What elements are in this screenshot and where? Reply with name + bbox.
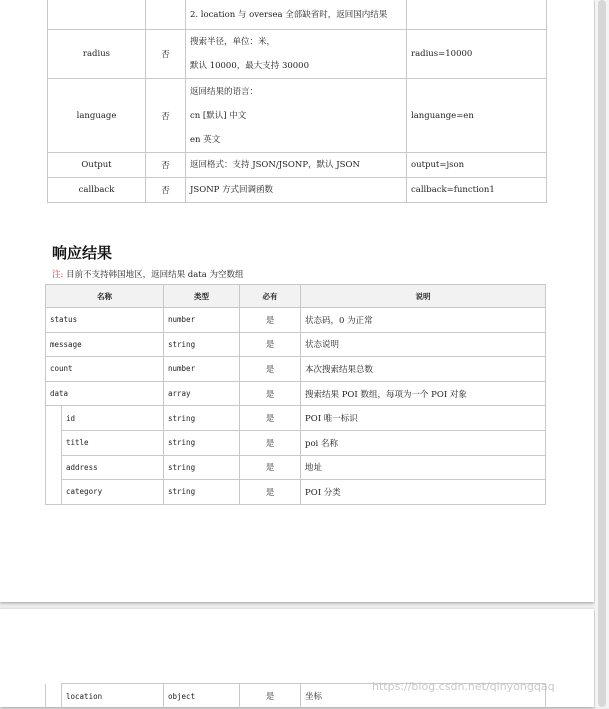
desc-line: 默认 10000，最大支持 30000 xyxy=(190,61,309,71)
table-row xyxy=(46,480,546,505)
table-row xyxy=(48,178,547,203)
field-required-cell: 是 xyxy=(240,684,301,709)
param-example-cell: callback=function1 xyxy=(407,178,547,203)
field-name-cell: id xyxy=(62,406,164,431)
header-type: 类型 xyxy=(164,285,240,308)
field-type-cell: number xyxy=(164,357,240,382)
param-required-cell xyxy=(146,0,186,30)
param-desc-cell xyxy=(186,30,407,79)
param-required-cell: 否 xyxy=(146,178,186,203)
field-desc-cell: 本次搜索结果总数 xyxy=(301,357,546,382)
desc-line: 搜索半径，单位：米， xyxy=(190,37,276,47)
desc-line: cn [默认] 中文 xyxy=(190,110,247,121)
param-example-cell: languange=en xyxy=(407,79,547,153)
indent-spacer xyxy=(46,455,62,480)
field-required-cell: 是 xyxy=(240,430,301,455)
desc-line: 返回格式：支持 JSON/JSONP，默认 JSON xyxy=(190,160,360,170)
table-row xyxy=(46,406,546,431)
param-name-cell: callback xyxy=(48,178,146,203)
section-note xyxy=(52,268,243,280)
desc-line: JSONP 方式回调函数 xyxy=(190,185,274,195)
field-name-cell: address xyxy=(62,455,164,480)
field-name-cell: status xyxy=(46,308,164,333)
field-required-cell: 是 xyxy=(240,480,301,505)
field-name-cell: location xyxy=(62,684,164,709)
param-example-cell: radius=10000 xyxy=(407,30,547,79)
field-type-cell: string xyxy=(164,430,240,455)
indent-spacer xyxy=(46,430,62,455)
field-type-cell: object xyxy=(164,684,240,709)
field-required-cell: 是 xyxy=(240,308,301,333)
scrollbar-thumb[interactable] xyxy=(598,0,606,707)
field-type-cell: string xyxy=(164,332,240,357)
field-desc-cell: 状态码，0 为正常 xyxy=(301,308,546,333)
param-name-cell: radius xyxy=(48,30,146,79)
field-type-cell: array xyxy=(164,381,240,406)
request-params-table xyxy=(47,0,547,203)
param-name-cell: Output xyxy=(48,153,146,178)
field-required-cell: 是 xyxy=(240,332,301,357)
field-name-cell: category xyxy=(62,480,164,505)
table-row xyxy=(46,430,546,455)
vertical-scrollbar[interactable] xyxy=(595,0,609,707)
param-name-cell xyxy=(48,0,146,30)
field-desc-cell: POI 分类 xyxy=(301,480,546,505)
field-required-cell: 是 xyxy=(240,357,301,382)
field-desc-cell: 坐标 xyxy=(301,684,546,709)
param-required-cell: 否 xyxy=(146,30,186,79)
table-row xyxy=(46,381,546,406)
field-type-cell: string xyxy=(164,480,240,505)
field-required-cell: 是 xyxy=(240,455,301,480)
indent-spacer xyxy=(46,684,62,709)
field-desc-cell: poi 名称 xyxy=(301,430,546,455)
table-row xyxy=(46,308,546,333)
param-required-cell: 否 xyxy=(146,79,186,153)
desc-line: 返回结果的语言： xyxy=(190,86,259,97)
header-desc: 说明 xyxy=(301,285,546,308)
table-row xyxy=(48,79,547,153)
param-example-cell: output=json xyxy=(407,153,547,178)
field-required-cell: 是 xyxy=(240,381,301,406)
section-heading: 响应结果 xyxy=(52,244,113,262)
param-example-cell xyxy=(407,0,547,30)
response-fields-table xyxy=(45,284,546,505)
field-desc-cell: 地址 xyxy=(301,455,546,480)
field-name-cell: title xyxy=(62,430,164,455)
param-desc-cell xyxy=(186,79,407,153)
desc-line: en 英文 xyxy=(190,134,221,145)
table-row xyxy=(48,0,547,30)
field-type-cell: string xyxy=(164,455,240,480)
param-desc-cell xyxy=(186,178,407,203)
field-type-cell: string xyxy=(164,406,240,431)
field-desc-cell: POI 唯一标识 xyxy=(301,406,546,431)
table-row xyxy=(46,357,546,382)
param-name-cell: language xyxy=(48,79,146,153)
table-header-row xyxy=(46,285,546,308)
note-text: 目前不支持韩国地区，返回结果 data 为空数组 xyxy=(63,270,244,280)
field-name-cell: data xyxy=(46,381,164,406)
param-desc-cell xyxy=(186,0,407,30)
table-row xyxy=(46,332,546,357)
field-name-cell: count xyxy=(46,357,164,382)
note-label: 注: xyxy=(52,270,64,280)
desc-line: 2. location 与 oversea 全部缺省时，返回国内结果 xyxy=(190,9,388,20)
param-required-cell: 否 xyxy=(146,153,186,178)
indent-spacer xyxy=(46,406,62,431)
param-desc-cell xyxy=(186,153,407,178)
watermark-text: https://blog.csdn.net/qinyongqaq xyxy=(372,680,555,693)
table-row xyxy=(48,30,547,79)
field-desc-cell: 状态说明 xyxy=(301,332,546,357)
header-required: 必有 xyxy=(240,285,301,308)
field-type-cell: number xyxy=(164,308,240,333)
table-row xyxy=(48,153,547,178)
field-name-cell: message xyxy=(46,332,164,357)
header-name: 名称 xyxy=(46,285,164,308)
field-required-cell: 是 xyxy=(240,406,301,431)
field-desc-cell: 搜索结果 POI 数组，每项为一个 POI 对象 xyxy=(301,381,546,406)
indent-spacer xyxy=(46,480,62,505)
table-row xyxy=(46,455,546,480)
